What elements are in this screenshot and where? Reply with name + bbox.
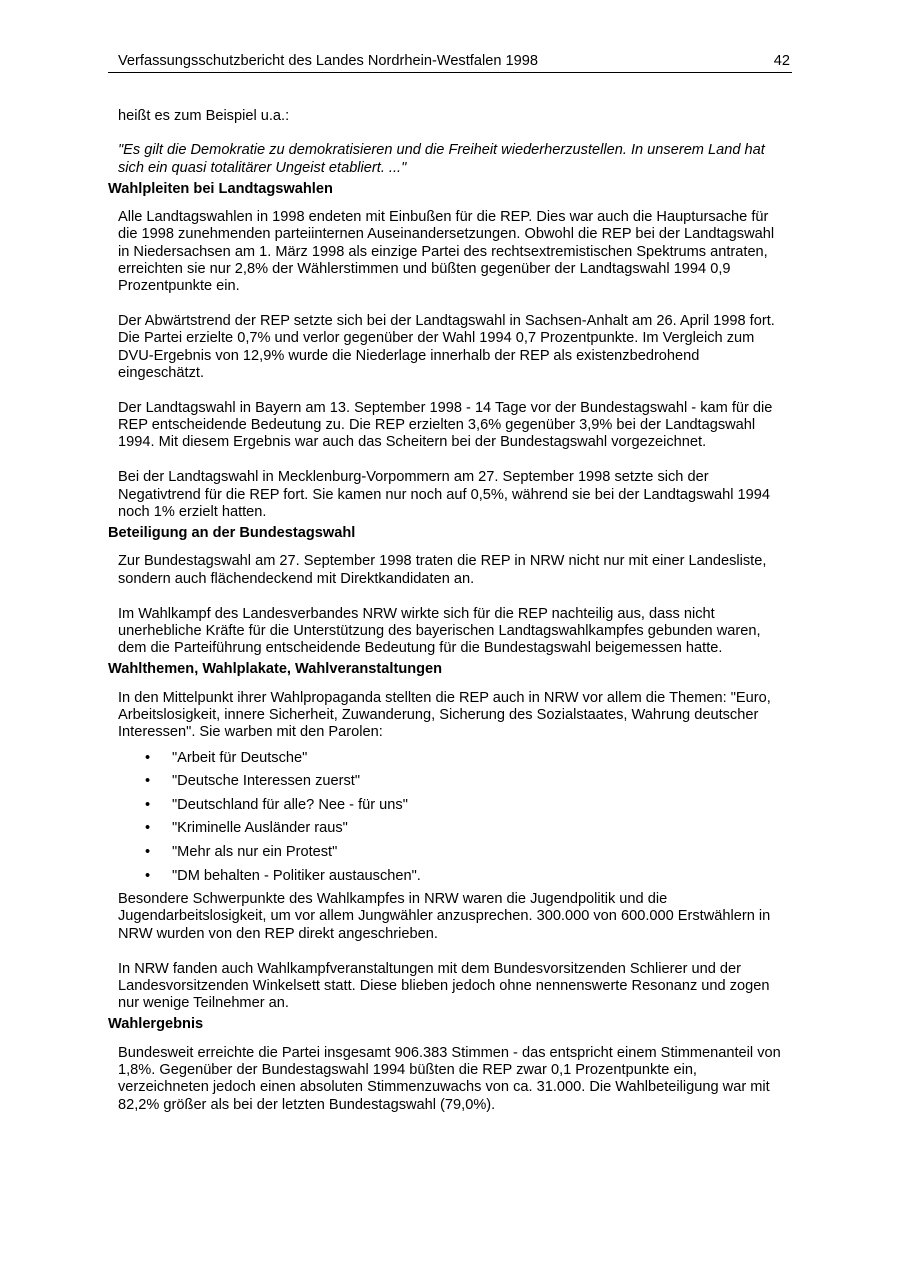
intro-lead: heißt es zum Beispiel u.a.: (118, 108, 290, 124)
section-heading-wahlergebnis: Wahlergebnis (108, 1016, 204, 1033)
paragraph: Im Wahlkampf des Landesverbandes NRW wirkte sich für die REP nachteilig aus, dass nicht unerhebliche Kräfte für die Unterstützung des bayerischen Landtagswahlkampfes gebunden waren, dem die Parteiführung entscheidende Bedeutung für die Bundestagswahl beigemessen hatte. (118, 605, 761, 657)
list-item (118, 868, 792, 885)
bullet-icon: • (145, 749, 151, 766)
list-item (118, 750, 792, 767)
page-header (108, 53, 792, 73)
list-item (118, 844, 792, 861)
paragraph: Alle Landtagswahlen in 1998 endeten mit Einbußen für die REP. Dies war auch die Hauptursache für die 1998 zunehmenden parteiinternen Auseinandersetzungen. Obwohl die REP bei der Landtagswahl in Niedersachsen am 1. März 1998 als einzige Partei des rechtsextremistischen Spektrums antraten, erreichten sie nur 2,8% der Wählerstimmen und büßten gegenüber der Landtagswahl 1994 0,9 Prozentpunkte ein. (118, 209, 775, 295)
paragraph: Zur Bundestagswahl am 27. September 1998 traten die REP in NRW nicht nur mit einer Landesliste, sondern auch flächendeckend mit Direktkandidaten an. (118, 553, 767, 587)
slogan-text: "Mehr als nur ein Protest" (172, 843, 338, 860)
paragraph: Besondere Schwerpunkte des Wahlkampfes in NRW waren die Jugendpolitik und die Jugendarbeitslosigkeit, um vor allem Jungwähler anzusprechen. 300.000 von 600.000 Erstwählern in NRW wurden von den REP direkt angeschrieben. (118, 891, 771, 942)
paragraph: Der Abwärtstrend der REP setzte sich bei der Landtagswahl in Sachsen-Anhalt am 26. April 1998 fort. Die Partei erzielte 0,7% und verlor gegenüber der Wahl 1994 0,7 Prozentpunkte. Im Vergleich zum DVU-Ergebnis von 12,9% wurde die Niederlage innerhalb der REP als existenzbedrohend eingeschätzt. (118, 313, 775, 382)
bullet-icon: • (145, 796, 151, 813)
paragraph: In den Mittelpunkt ihrer Wahlpropaganda stellten die REP auch in NRW vor allem die Themen: "Euro, Arbeitslosigkeit, innere Sicherheit, Zuwanderung, Sicherung des Sozialstaates, Wahrung deutscher Interessen". Sie warben mit den Parolen: (118, 689, 771, 741)
list-item (118, 797, 792, 814)
bullet-icon: • (145, 773, 151, 790)
paragraph: Bei der Landtagswahl in Mecklenburg-Vorpommern am 27. September 1998 setzte sich der Negativtrend für die REP fort. Sie kamen nur noch auf 0,5%, während sie bei der Landtagswahl 1994 noch 1% erzielt hatten. (118, 469, 770, 520)
slogan-text: "Kriminelle Ausländer raus" (172, 820, 348, 837)
paragraph: Der Landtagswahl in Bayern am 13. September 1998 - 14 Tage vor der Bundestagswahl - kam für die REP entscheidende Bedeutung zu. Die REP erzielten 3,6% gegenüber 3,9% bei der Landtagswahl 1994. Mit diesem Ergebnis war auch das Scheitern bei der Bundestagswahl vorgezeichnet. (118, 399, 773, 451)
section-heading-wahlpleiten: Wahlpleiten bei Landtagswahlen (108, 180, 333, 197)
slogan-list (118, 750, 792, 885)
section-heading-wahlthemen: Wahlthemen, Wahlplakate, Wahlveranstaltungen (108, 661, 443, 678)
bullet-icon: • (145, 867, 151, 884)
header-title: Verfassungsschutzbericht des Landes Nordrhein-Westfalen 1998 (118, 53, 538, 69)
list-item (118, 773, 792, 790)
bullet-icon: • (145, 843, 151, 860)
list-item (118, 820, 792, 837)
page-body (108, 108, 792, 1114)
slogan-text: "Deutsche Interessen zuerst" (172, 773, 361, 790)
page-number: 42 (773, 53, 790, 69)
slogan-text: "DM behalten - Politiker austauschen". (172, 867, 421, 884)
slogan-text: "Deutschland für alle? Nee - für uns" (172, 796, 408, 813)
intro-quote: "Es gilt die Demokratie zu demokratisieren und die Freiheit wiederherzustellen. In unserem Land hat sich ein quasi totalitärer Ungeist etabliert. ..." (118, 142, 765, 176)
section-heading-bundestagswahl: Beteiligung an der Bundestagswahl (108, 525, 356, 542)
paragraph: Bundesweit erreichte die Partei insgesamt 906.383 Stimmen - das entspricht einem Stimmenanteil von 1,8%. Gegenüber der Bundestagswahl 1994 büßten die REP zwar 0,1 Prozentpunkte ein, verzeichneten jedoch einen absoluten Stimmenzuwachs von ca. 31.000. Die Wahlbeteiligung war mit 82,2% größer als bei der letzten Bundestagswahl (79,0%). (118, 1044, 781, 1113)
slogan-text: "Arbeit für Deutsche" (172, 749, 308, 766)
bullet-icon: • (145, 820, 151, 837)
paragraph: In NRW fanden auch Wahlkampfveranstaltungen mit dem Bundesvorsitzenden Schlierer und der Landesvorsitzenden Winkelsett statt. Diese blieben jedoch ohne nennenswerte Resonanz und zogen nur wenige Teilnehmer an. (118, 960, 770, 1012)
